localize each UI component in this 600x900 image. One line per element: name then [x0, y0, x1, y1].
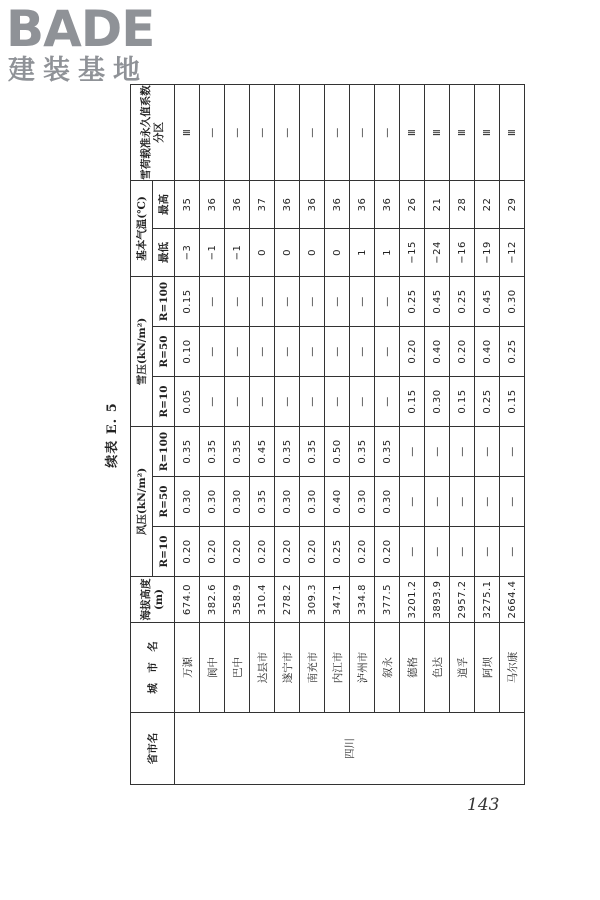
- rotated-content: [98, 85, 519, 785]
- wind-r50-cell: —: [400, 477, 425, 527]
- snow-r100-cell: —: [375, 276, 400, 326]
- wind-r50-cell: —: [450, 477, 475, 527]
- wind-r10-cell: 0.20: [375, 527, 400, 577]
- table-row: [275, 84, 300, 784]
- header-wind-pressure: 风压(kN/m²): [131, 426, 153, 576]
- snow-r100-cell: —: [225, 276, 250, 326]
- temp-max-cell: 37: [250, 180, 275, 228]
- wind-r50-cell: 0.30: [300, 477, 325, 527]
- snow-r10-cell: —: [325, 376, 350, 426]
- snow-zone-cell: —: [225, 84, 250, 180]
- temp-max-cell: 36: [225, 180, 250, 228]
- wind-r50-cell: 0.40: [325, 477, 350, 527]
- snow-r100-cell: —: [250, 276, 275, 326]
- snow-r100-cell: —: [200, 276, 225, 326]
- snow-zone-cell: Ⅲ: [400, 84, 425, 180]
- wind-r10-cell: —: [500, 527, 525, 577]
- snow-r10-cell: 0.15: [400, 376, 425, 426]
- table-row: [400, 84, 425, 784]
- altitude-cell: 674.0: [175, 577, 200, 623]
- temp-min-cell: −15: [400, 228, 425, 276]
- temp-min-cell: −16: [450, 228, 475, 276]
- header-snow-load-zone: 雪荷载准永久值系数分区: [131, 84, 175, 180]
- altitude-cell: 3893.9: [425, 577, 450, 623]
- wind-r50-cell: 0.30: [225, 477, 250, 527]
- wind-r50-cell: 0.35: [250, 477, 275, 527]
- page-number: 143: [467, 795, 500, 815]
- wind-r10-cell: 0.20: [300, 527, 325, 577]
- wind-r100-cell: 0.35: [275, 426, 300, 476]
- snow-r50-cell: 0.40: [475, 326, 500, 376]
- altitude-cell: 3201.2: [400, 577, 425, 623]
- snow-r50-cell: —: [200, 326, 225, 376]
- wind-r100-cell: 0.35: [350, 426, 375, 476]
- snow-r10-cell: 0.05: [175, 376, 200, 426]
- table-row: [175, 84, 200, 784]
- snow-r100-cell: 0.45: [475, 276, 500, 326]
- table-row: [375, 84, 400, 784]
- table-row: [450, 84, 475, 784]
- wind-r50-cell: 0.30: [200, 477, 225, 527]
- snow-r100-cell: —: [300, 276, 325, 326]
- snow-r10-cell: 0.25: [475, 376, 500, 426]
- wind-r100-cell: —: [475, 426, 500, 476]
- header-snow-r100: R=100: [153, 276, 175, 326]
- snow-r100-cell: —: [350, 276, 375, 326]
- header-wind-r100: R=100: [153, 426, 175, 476]
- snow-zone-cell: Ⅲ: [475, 84, 500, 180]
- city-name-cell: 道孚: [450, 623, 475, 713]
- temp-max-cell: 36: [350, 180, 375, 228]
- snow-r100-cell: 0.15: [175, 276, 200, 326]
- wind-r100-cell: —: [500, 426, 525, 476]
- wind-r100-cell: 0.35: [375, 426, 400, 476]
- snow-r50-cell: 0.40: [425, 326, 450, 376]
- snow-zone-cell: Ⅲ: [425, 84, 450, 180]
- wind-r10-cell: —: [400, 527, 425, 577]
- snow-r10-cell: 0.15: [500, 376, 525, 426]
- header-city: 城 市 名: [131, 623, 175, 713]
- snow-r10-cell: —: [350, 376, 375, 426]
- temp-max-cell: 36: [325, 180, 350, 228]
- header-snow-r10: R=10: [153, 376, 175, 426]
- wind-r10-cell: 0.25: [325, 527, 350, 577]
- table-row: [225, 84, 250, 784]
- city-name-cell: 叙永: [375, 623, 400, 713]
- temp-min-cell: −19: [475, 228, 500, 276]
- climate-data-table: [130, 84, 525, 785]
- wind-r50-cell: 0.30: [275, 477, 300, 527]
- wind-r10-cell: 0.20: [350, 527, 375, 577]
- snow-r50-cell: —: [250, 326, 275, 376]
- temp-max-cell: 35: [175, 180, 200, 228]
- temp-max-cell: 29: [500, 180, 525, 228]
- temp-max-cell: 36: [300, 180, 325, 228]
- header-province: 省市名: [131, 713, 175, 785]
- wind-r100-cell: 0.45: [250, 426, 275, 476]
- wind-r50-cell: 0.30: [350, 477, 375, 527]
- snow-r100-cell: —: [325, 276, 350, 326]
- city-name-cell: 遂宁市: [275, 623, 300, 713]
- header-temp-min: 最低: [153, 228, 175, 276]
- altitude-cell: 278.2: [275, 577, 300, 623]
- temp-max-cell: 28: [450, 180, 475, 228]
- snow-zone-cell: —: [250, 84, 275, 180]
- altitude-cell: 377.5: [375, 577, 400, 623]
- snow-zone-cell: —: [275, 84, 300, 180]
- city-name-cell: 马尔康: [500, 623, 525, 713]
- temp-max-cell: 22: [475, 180, 500, 228]
- wind-r100-cell: 0.35: [300, 426, 325, 476]
- snow-zone-cell: Ⅲ: [450, 84, 475, 180]
- city-name-cell: 阆中: [200, 623, 225, 713]
- temp-min-cell: 0: [250, 228, 275, 276]
- wind-r10-cell: 0.20: [200, 527, 225, 577]
- table-row: [200, 84, 225, 784]
- snow-r100-cell: 0.25: [400, 276, 425, 326]
- wind-r10-cell: 0.20: [225, 527, 250, 577]
- temp-max-cell: 21: [425, 180, 450, 228]
- altitude-cell: 347.1: [325, 577, 350, 623]
- logo-brand-text: BADE: [6, 0, 155, 58]
- snow-r50-cell: 0.20: [450, 326, 475, 376]
- header-snow-r50: R=50: [153, 326, 175, 376]
- wind-r10-cell: —: [475, 527, 500, 577]
- temp-min-cell: −1: [225, 228, 250, 276]
- temp-min-cell: −12: [500, 228, 525, 276]
- header-wind-r50: R=50: [153, 477, 175, 527]
- temp-min-cell: −3: [175, 228, 200, 276]
- temp-max-cell: 36: [375, 180, 400, 228]
- snow-r10-cell: —: [250, 376, 275, 426]
- snow-zone-cell: —: [300, 84, 325, 180]
- table-row: [475, 84, 500, 784]
- temp-min-cell: 1: [375, 228, 400, 276]
- snow-r50-cell: —: [350, 326, 375, 376]
- wind-r10-cell: 0.20: [275, 527, 300, 577]
- temp-max-cell: 36: [275, 180, 300, 228]
- city-name-cell: 达县市: [250, 623, 275, 713]
- city-name-cell: 南充市: [300, 623, 325, 713]
- wind-r10-cell: —: [450, 527, 475, 577]
- snow-r50-cell: 0.10: [175, 326, 200, 376]
- snow-r10-cell: —: [225, 376, 250, 426]
- snow-r50-cell: —: [300, 326, 325, 376]
- table-body: [175, 84, 525, 784]
- snow-r50-cell: —: [375, 326, 400, 376]
- wind-r100-cell: 0.50: [325, 426, 350, 476]
- snow-r10-cell: 0.30: [425, 376, 450, 426]
- snow-r50-cell: —: [275, 326, 300, 376]
- altitude-cell: 2664.4: [500, 577, 525, 623]
- snow-r100-cell: 0.25: [450, 276, 475, 326]
- city-name-cell: 阿坝: [475, 623, 500, 713]
- altitude-cell: 3275.1: [475, 577, 500, 623]
- wind-r100-cell: 0.35: [200, 426, 225, 476]
- snow-r10-cell: 0.15: [450, 376, 475, 426]
- temp-max-cell: 26: [400, 180, 425, 228]
- header-base-temperature: 基本气温(℃): [131, 180, 153, 276]
- table-row: [325, 84, 350, 784]
- snow-r100-cell: 0.45: [425, 276, 450, 326]
- temp-min-cell: 0: [325, 228, 350, 276]
- rotated-page-area: [98, 85, 519, 785]
- wind-r100-cell: 0.35: [225, 426, 250, 476]
- temp-min-cell: 1: [350, 228, 375, 276]
- header-altitude: 海拔高度(m): [131, 577, 175, 623]
- altitude-cell: 310.4: [250, 577, 275, 623]
- city-name-cell: 万源: [175, 623, 200, 713]
- snow-zone-cell: —: [350, 84, 375, 180]
- wind-r50-cell: —: [500, 477, 525, 527]
- temp-min-cell: 0: [275, 228, 300, 276]
- snow-zone-cell: —: [325, 84, 350, 180]
- logo-subtitle: 建装基地: [8, 55, 148, 86]
- city-name-cell: 内江市: [325, 623, 350, 713]
- snow-r10-cell: —: [300, 376, 325, 426]
- temp-min-cell: 0: [300, 228, 325, 276]
- altitude-cell: 309.3: [300, 577, 325, 623]
- wind-r10-cell: 0.20: [175, 527, 200, 577]
- wind-r10-cell: 0.20: [250, 527, 275, 577]
- province-name: 四川: [175, 713, 525, 785]
- snow-zone-cell: Ⅲ: [175, 84, 200, 180]
- city-name-cell: 泸州市: [350, 623, 375, 713]
- altitude-cell: 334.8: [350, 577, 375, 623]
- city-name-cell: 德格: [400, 623, 425, 713]
- snow-zone-cell: Ⅲ: [500, 84, 525, 180]
- snow-r50-cell: —: [225, 326, 250, 376]
- snow-r100-cell: 0.30: [500, 276, 525, 326]
- header-snow-pressure: 雪压(kN/m²): [131, 276, 153, 426]
- snow-r10-cell: —: [275, 376, 300, 426]
- table-caption: 续表 E. 5: [105, 402, 120, 468]
- table-row: [300, 84, 325, 784]
- wind-r50-cell: 0.30: [375, 477, 400, 527]
- wind-r50-cell: 0.30: [175, 477, 200, 527]
- table-row: [500, 84, 525, 784]
- snow-r100-cell: —: [275, 276, 300, 326]
- brand-logo: [6, 0, 176, 86]
- snow-r50-cell: 0.20: [400, 326, 425, 376]
- snow-r10-cell: —: [200, 376, 225, 426]
- table-row: [250, 84, 275, 784]
- table-row: [425, 84, 450, 784]
- header-wind-r10: R=10: [153, 527, 175, 577]
- altitude-cell: 2957.2: [450, 577, 475, 623]
- city-name-cell: 色达: [425, 623, 450, 713]
- wind-r50-cell: —: [475, 477, 500, 527]
- table-row: [350, 84, 375, 784]
- wind-r50-cell: —: [425, 477, 450, 527]
- wind-r10-cell: —: [425, 527, 450, 577]
- wind-r100-cell: 0.35: [175, 426, 200, 476]
- altitude-cell: 382.6: [200, 577, 225, 623]
- temp-max-cell: 36: [200, 180, 225, 228]
- snow-r50-cell: 0.25: [500, 326, 525, 376]
- wind-r100-cell: —: [450, 426, 475, 476]
- wind-r100-cell: —: [425, 426, 450, 476]
- snow-zone-cell: —: [200, 84, 225, 180]
- altitude-cell: 358.9: [225, 577, 250, 623]
- city-name-cell: 巴中: [225, 623, 250, 713]
- temp-min-cell: −24: [425, 228, 450, 276]
- temp-min-cell: −1: [200, 228, 225, 276]
- wind-r100-cell: —: [400, 426, 425, 476]
- snow-r50-cell: —: [325, 326, 350, 376]
- header-temp-max: 最高: [153, 180, 175, 228]
- snow-zone-cell: —: [375, 84, 400, 180]
- snow-r10-cell: —: [375, 376, 400, 426]
